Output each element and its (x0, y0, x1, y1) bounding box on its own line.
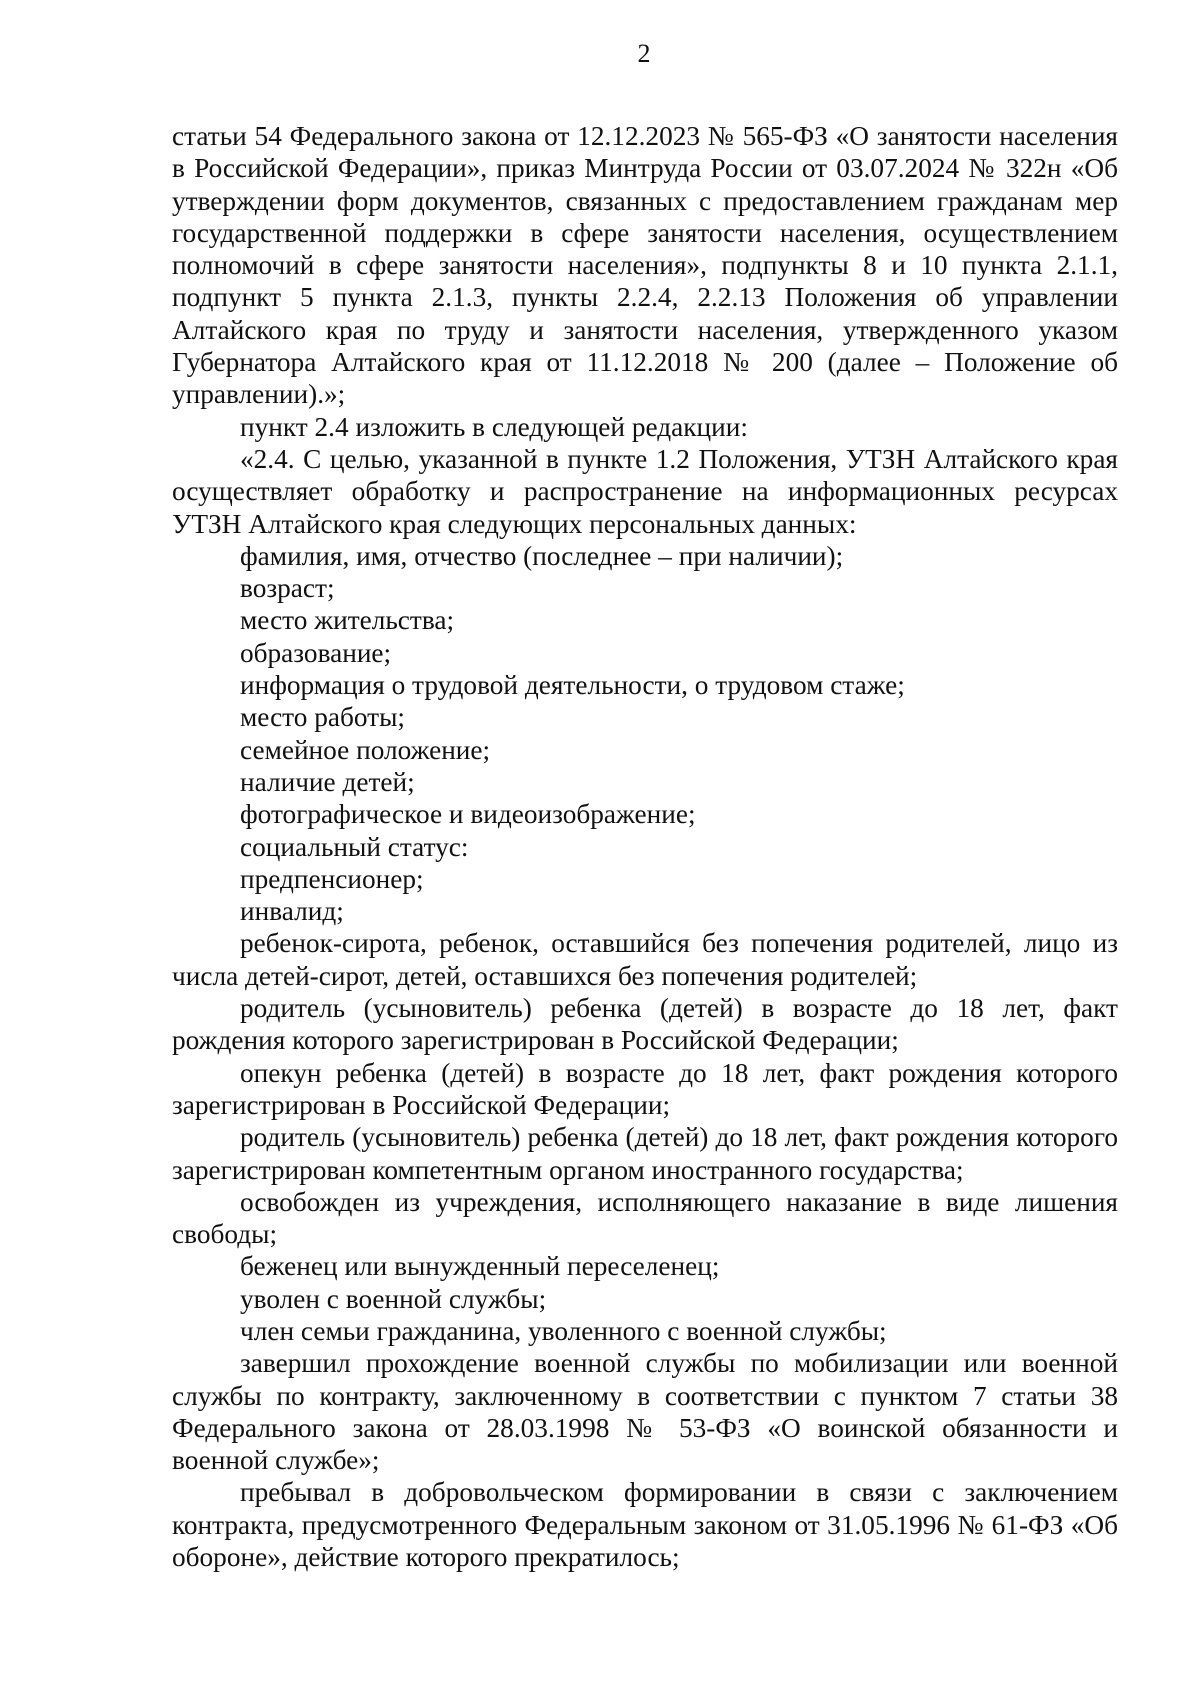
list-item: предпенсионер; (240, 863, 424, 894)
list-item: уволен с военной службы; (240, 1283, 547, 1314)
document-body (172, 120, 1118, 1573)
list-item: возраст; (240, 573, 335, 604)
list-item: инвалид; (240, 896, 344, 927)
paragraph-2-4: «2.4. С целью, указанной в пункте 1.2 Положения, УТЗН Алтайского края осуществляет обработку и распространение на информационных ресурсах УТЗН Алтайского края следующих персональных данных: (172, 443, 1118, 539)
paragraph-continuation: статьи 54 Федерального закона от 12.12.2023 № 565-ФЗ «О занятости населения в Российской Федерации», приказ Минтруда России от 03.07.2024 № 322н «Об утверждении форм документов, связанных с предоставлением гражданам мер государственной поддержки в сфере занятости населения, осуществлением полномочий в сфере занятости населения», подпункты 8 и 10 пункта 2.1.1, подпункт 5 пункта 2.1.3, пункты 2.2.4, 2.2.13 Положения об управлении Алтайского края по труду и занятости населения, утвержденного указом Губернатора Алтайского края от 11.12.2018 № 200 (далее – Положение об управлении).»; (172, 121, 1118, 410)
list-item: фотографическое и видеоизображение; (240, 799, 696, 830)
list-item: семейное положение; (240, 734, 491, 765)
list-item-paragraph: ребенок-сирота, ребенок, оставшийся без попечения родителей, лицо из числа детей-сирот, детей, оставшихся без попечения родителей; (172, 928, 1118, 991)
list-item: наличие детей; (240, 766, 415, 797)
list-item-paragraph: завершил прохождение военной службы по мобилизации или военной службы по контракту, заключенному в соответствии с пунктом 7 статьи 38 Федерального закона от 28.03.1998 № 53-ФЗ «О воинской обязанности и военной службе»; (172, 1348, 1118, 1476)
list-item: образование; (240, 637, 392, 668)
list-item: социальный статус: (240, 831, 469, 862)
list-item: информация о трудовой деятельности, о трудовом стаже; (240, 670, 905, 701)
paragraph-amendment-intro: пункт 2.4 изложить в следующей редакции: (240, 411, 748, 442)
list-item-paragraph: освобожден из учреждения, исполняющего наказание в виде лишения свободы; (172, 1186, 1118, 1250)
list-item-paragraph: родитель (усыновитель) ребенка (детей) в возрасте до 18 лет, факт рождения которого зарегистрирован в Российской Федерации; (172, 993, 1118, 1056)
list-item-paragraph: родитель (усыновитель) ребенка (детей) до 18 лет, факт рождения которого зарегистрирован компетентным органом иностранного государства; (172, 1122, 1118, 1185)
list-item-paragraph: пребывал в добровольческом формировании в связи с заключением контракта, предусмотренного Федеральным законом от 31.05.1996 № 61-ФЗ «Об обороне», действие которого прекратилось; (172, 1477, 1118, 1573)
list-item-paragraph: опекун ребенка (детей) в возрасте до 18 лет, факт рождения которого зарегистрирован в Российской Федерации; (172, 1057, 1118, 1120)
list-item: фамилия, имя, отчество (последнее – при наличии); (240, 540, 844, 571)
list-item: беженец или вынужденный переселенец; (240, 1251, 720, 1282)
list-item: член семьи гражданина, уволенного с военной службы; (240, 1315, 887, 1346)
list-item: место работы; (240, 702, 406, 733)
list-item: место жительства; (240, 605, 455, 636)
page-number: 2 (637, 39, 651, 68)
